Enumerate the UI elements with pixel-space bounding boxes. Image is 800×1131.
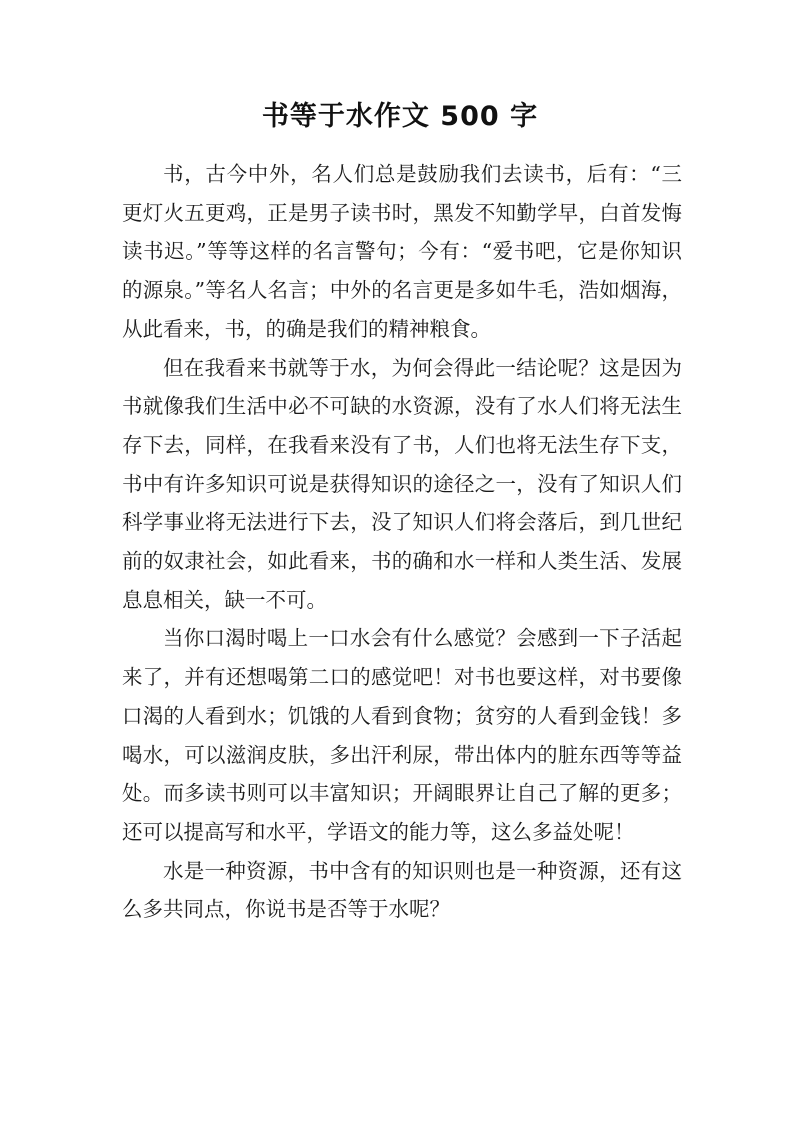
- paragraph-3: 当你口渴时喝上一口水会有什么感觉？会感到一下子活起来了，并有还想喝第二口的感觉吧！对书也要这样，对书要像口渴的人看到水；饥饿的人看到食物；贫穷的人看到金钱！多喝水，可以滋润皮肤，多出汗利尿，带出体内的脏东西等等益处。而多读书则可以丰富知识；开阔眼界让自己了解的更多；还可以提高写和水平，学语文的能力等，这么多益处呢！: [122, 626, 682, 844]
- document-body: [122, 155, 682, 929]
- paragraph-1: 书，古今中外，名人们总是鼓励我们去读书，后有：“三更灯火五更鸡，正是男子读书时，黑发不知勤学早，白首发悔读书迟。”等等这样的名言警句；今有：“爱书吧，它是你知识的源泉。”等名人名言；中外的名言更是多如牛毛，浩如烟海，从此看来，书，的确是我们的精神粮食。: [122, 162, 682, 341]
- paragraph-4: 水是一种资源，书中含有的知识则也是一种资源，还有这么多共同点，你说书是否等于水呢？: [122, 858, 682, 922]
- document-title: 书等于水作文 500 字: [261, 101, 539, 132]
- paragraph-2: 但在我看来书就等于水，为何会得此一结论呢？这是因为书就像我们生活中必不可缺的水资源，没有了水人们将无法生存下去，同样，在我看来没有了书，人们也将无法生存下支，书中有许多知识可说是获得知识的途径之一，没有了知识人们科学事业将无法进行下去，没了知识人们将会落后，到几世纪前的奴隶社会，如此看来，书的确和水一样和人类生活、发展息息相关，缺一不可。: [122, 355, 682, 612]
